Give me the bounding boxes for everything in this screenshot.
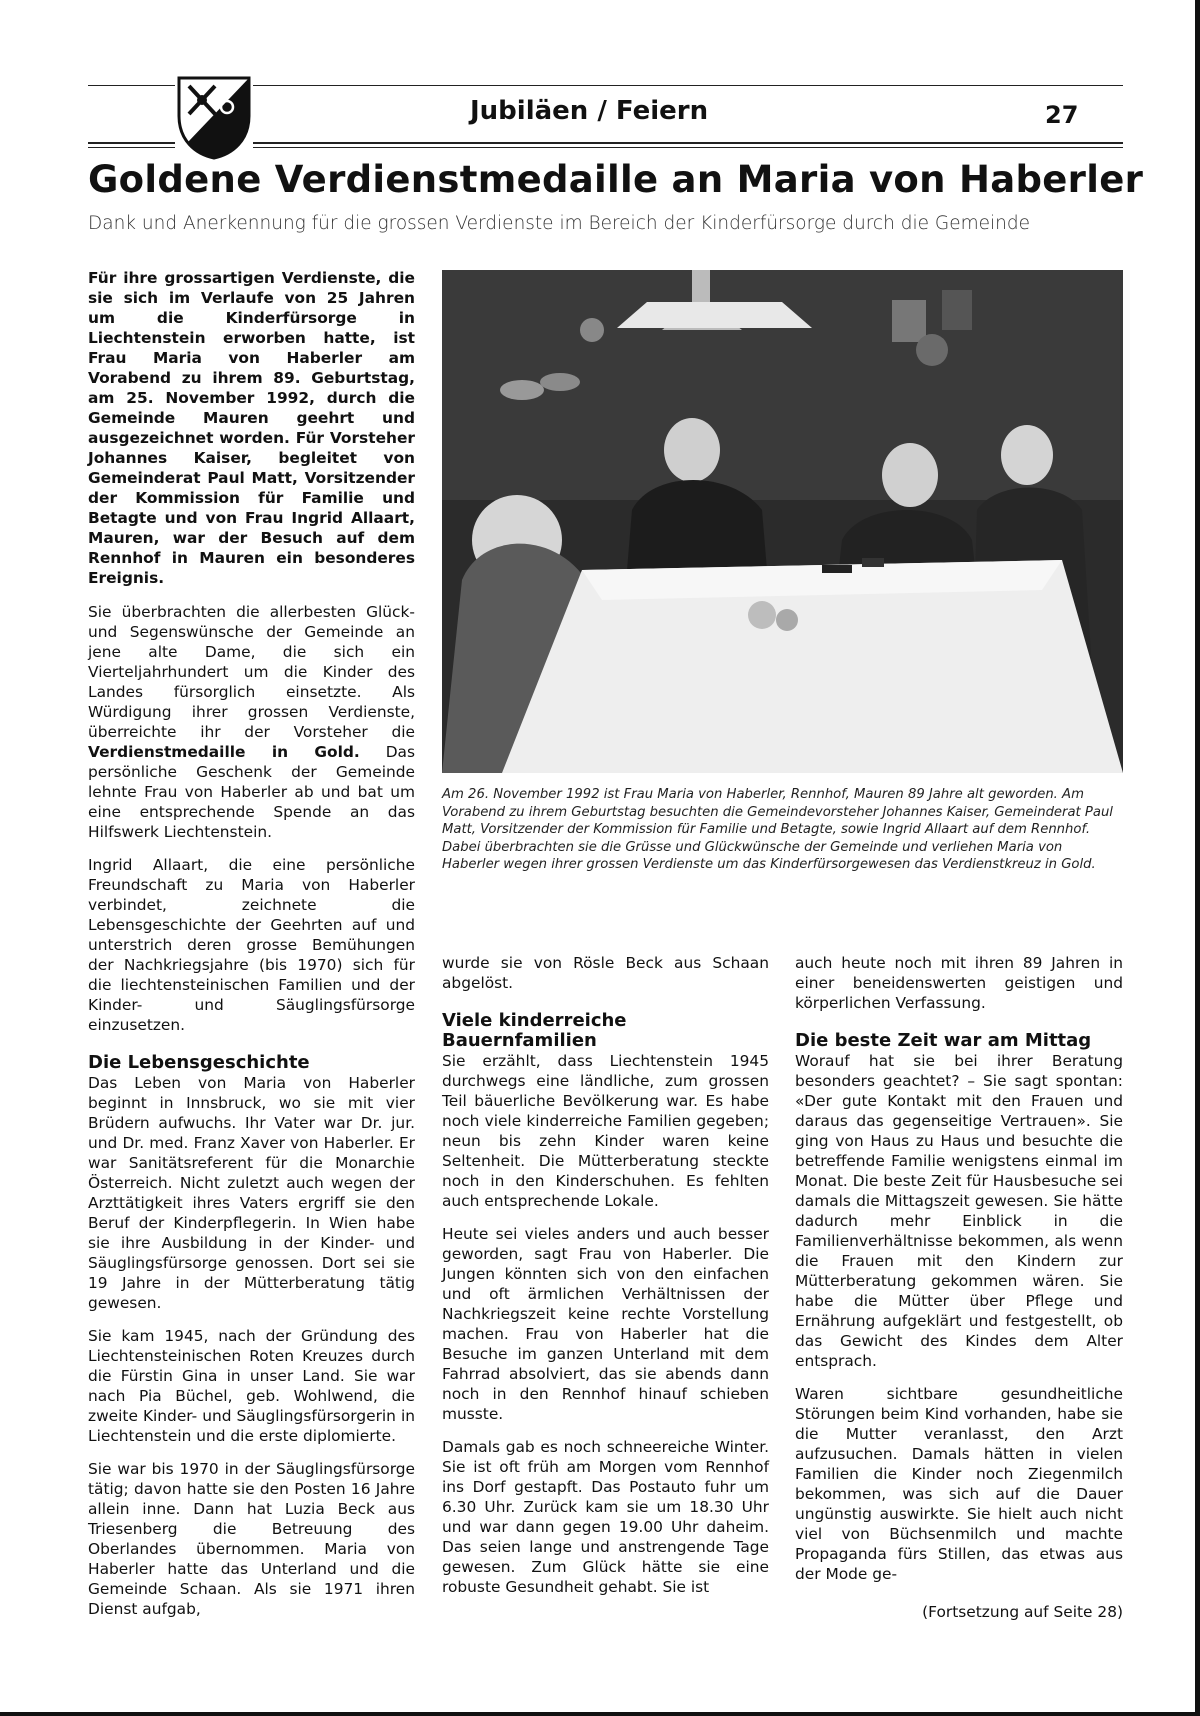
paragraph: Damals gab es noch schneereiche Winter. Sie ist oft früh am Morgen vom Rennhof ins Dorf gestapft. Das Postauto fuhr um 6.30 Uhr. Zurück kam sie um 18.30 Uhr und war dann gegen 19.00 Uhr daheim. Das seien lange und anstrengende Tage gewesen. Zum Glück hätte sie eine robuste Gesundheit gehabt. Sie ist [442, 1438, 769, 1596]
article-subtitle: Dank und Anerkennung für die grossen Verdienste im Bereich der Kinderfürsorge durch die Gemeinde [88, 213, 1030, 234]
paragraph [88, 602, 415, 842]
subheading-best-time: Die beste Zeit war am Mittag [795, 1030, 1092, 1051]
coat-of-arms-icon [175, 74, 253, 160]
paragraph: Worauf hat sie bei ihrer Beratung besonders geachtet? – Sie sagt spontan: «Der gute Kontakt mit den Frauen und daraus das gegenseitige Vertrauen». Sie ging von Haus zu Haus und besuchte die betreffende Familie wenigstens einmal im Monat. Die beste Zeit für Hausbesuche sei damals die Mittagszeit gewesen. Sie hätte dadurch mehr Einblick in die Familienverhältnisse bekommen, als wenn die Frauen mit den Kindern zur Mütterberatung gekommen wären. Sie habe die Mütter über Pflege und Ernährung aufgeklärt und festgestellt, ob das Gewicht des Kindes dem Alter entsprach. [795, 1052, 1123, 1370]
paragraph: Waren sichtbare gesundheitliche Störungen beim Kind vorhanden, habe sie die Mutter veranlasst, den Arzt aufzusuchen. Damals hätten in vielen Familien die Kinder noch Ziegenmilch bekommen, was sich auf die Dauer ungünstig auswirkte. Sie hielt auch nicht viel von Büchsenmilch und machte Propaganda fürs Stillen, das etwas aus der Mode ge- [795, 1385, 1123, 1583]
paragraph: wurde sie von Rösle Beck aus Schaan abgelöst. [442, 954, 769, 992]
paragraph-text: Das persönliche Geschenk der Gemeinde lehnte Frau von Haberler ab und bat um eine entsprechende Spende an das Hilfswerk Liechtenstein. [88, 743, 415, 841]
paragraph: Sie erzählt, dass Liechtenstein 1945 durchwegs eine ländliche, zum grossen Teil bäuerliche Bevölkerung war. Es habe noch viele kinderreiche Familien gegeben; neun bis zehn Kinder waren keine Seltenheit. Die Mütterberatung steckte noch in den Kinderschuhen. Es fehlten auch entsprechende Lokale. [442, 1052, 769, 1210]
column-right [795, 953, 1123, 1635]
article-title: Goldene Verdienstmedaille an Maria von Haberler [88, 158, 1144, 201]
page-border-bottom [0, 1712, 1200, 1716]
header-rule [88, 142, 175, 144]
section-title: Jubiläen / Feiern [470, 96, 709, 126]
header-rule [88, 85, 175, 86]
page-number: 27 [1045, 101, 1079, 129]
lead-paragraph: Für ihre grossartigen Verdienste, die sie sich im Verlaufe von 25 Jahren um die Kinderfürsorge in Liechtenstein erworben hatte, ist Frau Maria von Haberler am Vorabend zu ihrem 89. Geburtstag, am 25. November 1992, durch die Gemeinde Mauren geehrt und ausgezeichnet worden. Für Vorsteher Johannes Kaiser, begleitet von Gemeinderat Paul Matt, Vorsitzender der Kommission für Familie und Betagte und von Frau Ingrid Allaart, Mauren, war der Besuch auf dem Rennhof in Mauren ein besonderes Ereignis. [88, 269, 415, 587]
header-rule [253, 142, 1123, 144]
page-border-right [1195, 0, 1200, 1716]
paragraph: Sie war bis 1970 in der Säuglingsfürsorge tätig; davon hatte sie den Posten 16 Jahre allein inne. Dann hat Luzia Beck aus Triesenberg die Betreuung des Oberlandes übernommen. Maria von Haberler hatte das Unterland und die Gemeinde Schaan. Als sie 1971 ihren Dienst aufgab, [88, 1460, 415, 1618]
header-rule [253, 147, 1123, 148]
paragraph: Sie kam 1945, nach der Gründung des Liechtensteinischen Roten Kreuzes durch die Fürstin Gina in unser Land. Sie war nach Pia Büchel, geb. Wohlwend, die zweite Kinder- und Säuglingsfürsorgerin in Liechtenstein und die erste diplomierte. [88, 1327, 415, 1445]
continued-note: (Fortsetzung auf Seite 28) [922, 1603, 1123, 1621]
paragraph: Heute sei vieles anders und auch besser geworden, sagt Frau von Haberler. Die Jungen könnten sich von den einfachen und oft ärmlichen Verhältnissen der Nachkriegszeit keine rechte Vorstellung machen. Frau von Haberler hat die Besuche im ganzen Unterland mit dem Fahrrad absolviert, das sie abends dann noch in den Rennhof hinauf schieben musste. [442, 1225, 769, 1423]
column-middle [442, 953, 769, 1610]
header-rule [88, 147, 175, 148]
award-name: Verdienstmedaille in Gold. [88, 743, 360, 761]
article-photo [442, 270, 1123, 773]
header-rule [253, 85, 1123, 86]
paragraph: auch heute noch mit ihren 89 Jahren in einer beneidenswerten geistigen und körperlichen Verfassung. [795, 954, 1123, 1012]
column-left [88, 268, 415, 1632]
paragraph: Das Leben von Maria von Haberler beginnt in Innsbruck, wo sie mit vier Brüdern aufwuchs. Ihr Vater war Dr. jur. und Dr. med. Franz Xaver von Haberler. Er war Sanitätsreferent für die Monarchie Österreich. Nicht zuletzt auch wegen der Arzttätigkeit ihres Vaters ergriff sie den Beruf der Kinderpflegerin. In Wien habe sie ihre Ausbildung in der Kinder- und Säuglingsfürsorge genossen. Dort sei sie 19 Jahre in der Mütterberatung tätig gewesen. [88, 1074, 415, 1312]
subheading-farm-families: Viele kinderreiche Bauernfamilien [442, 1010, 627, 1051]
paragraph-text: Sie überbrachten die allerbesten Glück- und Segenswünsche der Gemeinde an jene alte Dame, die sich ein Vierteljahrhundert um die Kinder des Landes fürsorglich einsetzte. Als Würdigung ihrer grossen Verdienste, überreichte ihr der Vorsteher die [88, 603, 415, 741]
subheading-life-story: Die Lebensgeschichte [88, 1052, 310, 1073]
photo-caption: Am 26. November 1992 ist Frau Maria von Haberler, Rennhof, Mauren 89 Jahre alt geworden. Am Vorabend zu ihrem Geburtstag besuchten die Gemeindevorsteher Johannes Kaiser, Gemeinderat Paul Matt, Vorsitzender der Kommission für Familie und Betagte, sowie Ingrid Allaart auf dem Rennhof. Dabei überbrachten sie die Grüsse und Glückwünsche der Gemeinde und verliehen Maria von Haberler wegen ihrer grossen Verdienste um das Kinderfürsorgewesen das Verdienstkreuz in Gold. [442, 787, 1113, 872]
paragraph: Ingrid Allaart, die eine persönliche Freundschaft zu Maria von Haberler verbindet, zeichnete die Lebensgeschichte der Geehrten auf und unterstrich deren grosse Bemühungen der Nachkriegsjahre (bis 1970) sich für die liechtensteinischen Familien und der Kinder- und Säuglingsfürsorge einzusetzen. [88, 856, 415, 1034]
